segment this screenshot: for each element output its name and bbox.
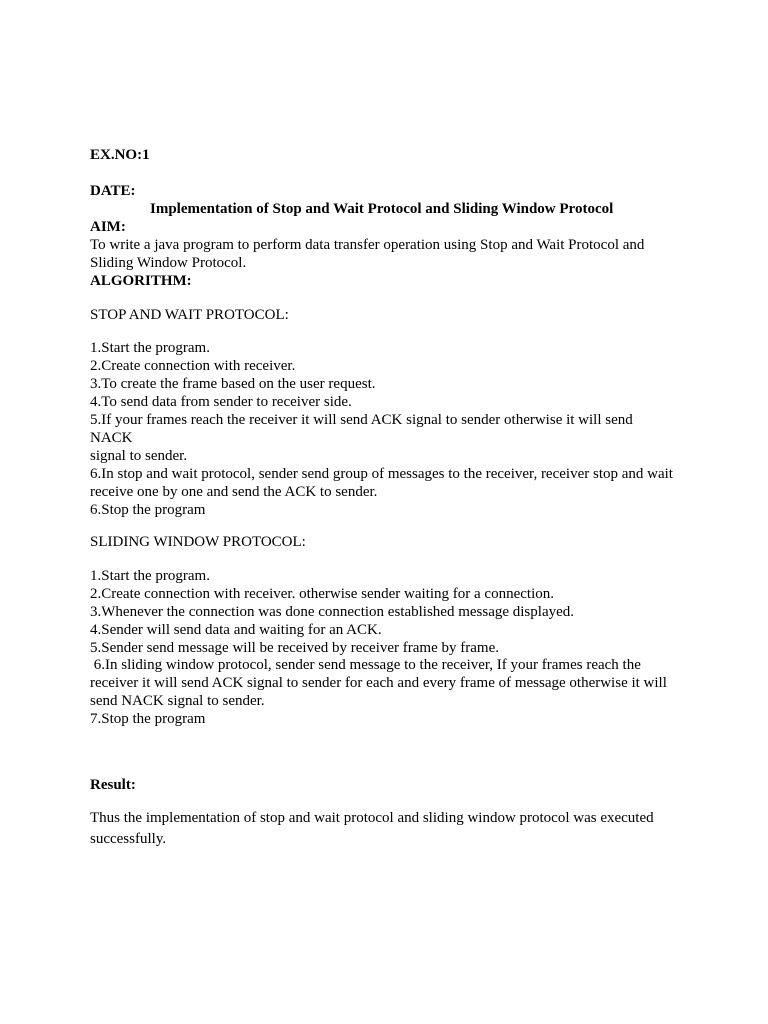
stop-and-wait-step: 1.Start the program. [90,340,210,356]
date-label: DATE: [90,183,136,199]
stop-and-wait-step: 2.Create connection with receiver. [90,358,296,374]
sliding-window-step: 6.In sliding window protocol, sender send message to the receiver, If your frames reach the [90,657,641,673]
aim-heading: AIM: [90,219,126,235]
stop-and-wait-heading: STOP AND WAIT PROTOCOL: [90,307,289,323]
aim-line: To write a java program to perform data transfer operation using Stop and Wait Protocol and [90,237,645,253]
sliding-window-step: 7.Stop the program [90,711,206,727]
aim-line: Sliding Window Protocol. [90,255,247,271]
stop-and-wait-step: 6.In stop and wait protocol, sender send group of messages to the receiver, receiver stop and wait [90,466,673,482]
document-title: Implementation of Stop and Wait Protocol and Sliding Window Protocol [150,201,614,217]
sliding-window-heading: SLIDING WINDOW PROTOCOL: [90,534,306,550]
stop-and-wait-step: signal to sender. [90,448,188,464]
sliding-window-step: receiver it will send ACK signal to sender for each and every frame of message otherwise it will [90,675,667,691]
sliding-window-step: send NACK signal to sender. [90,693,265,709]
result-heading: Result: [90,777,136,793]
stop-and-wait-step: 3.To create the frame based on the user request. [90,376,376,392]
sliding-window-step: 4.Sender will send data and waiting for an ACK. [90,622,382,638]
stop-and-wait-step: receive one by one and send the ACK to sender. [90,484,378,500]
sliding-window-step: 5.Sender send message will be received by receiver frame by frame. [90,640,499,656]
sliding-window-step: 2.Create connection with receiver. otherwise sender waiting for a connection. [90,586,554,602]
stop-and-wait-step: 4.To send data from sender to receiver side. [90,394,352,410]
sliding-window-step: 1.Start the program. [90,568,210,584]
result-text: Thus the implementation of stop and wait protocol and sliding window protocol was executed successfully. [90,810,654,847]
exercise-number: EX.NO:1 [90,147,150,163]
sliding-window-step: 3.Whenever the connection was done connection established message displayed. [90,604,575,620]
stop-and-wait-step: 5.If your frames reach the receiver it will send ACK signal to sender otherwise it will send [90,412,633,428]
stop-and-wait-step: 6.Stop the program [90,502,206,518]
stop-and-wait-step: NACK [90,430,133,446]
algorithm-heading: ALGORITHM: [90,273,192,289]
